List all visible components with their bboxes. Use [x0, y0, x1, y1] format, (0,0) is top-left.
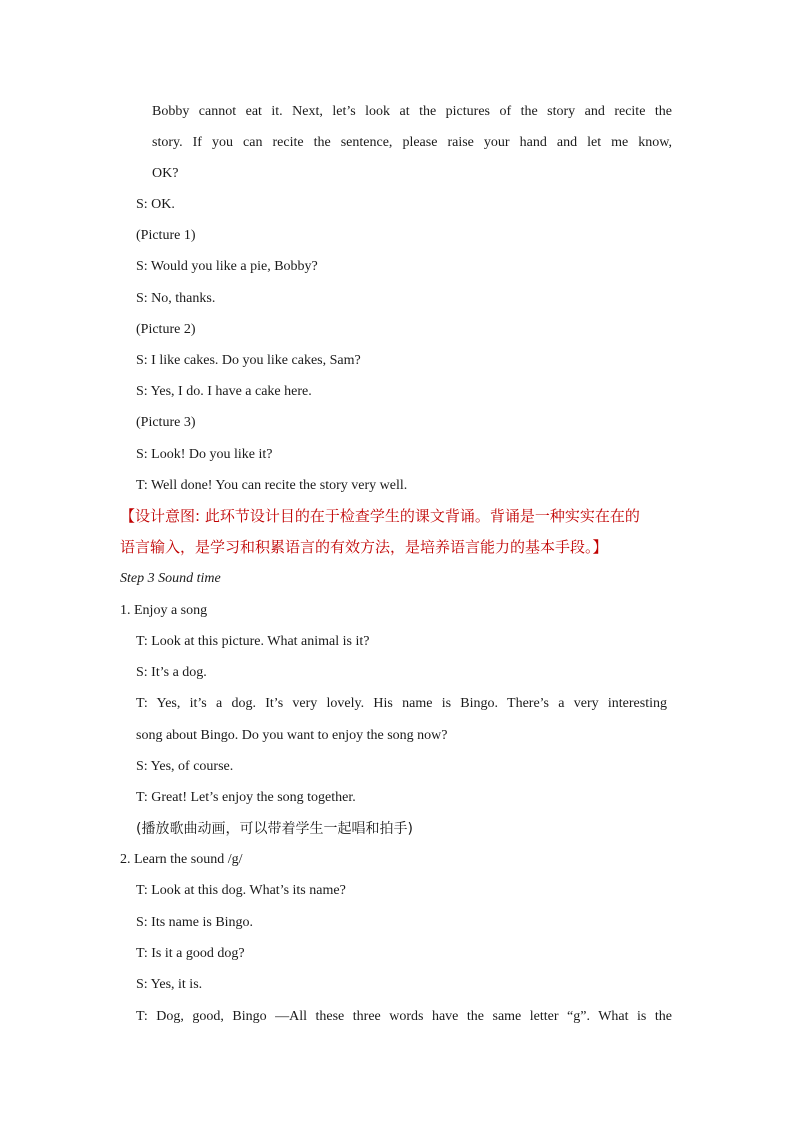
- dialogue-line: song about Bingo. Do you want to enjoy the song now?: [136, 728, 448, 743]
- section-heading: 1. Enjoy a song: [120, 603, 208, 618]
- paragraph-line: Bobby cannot eat it. Next, let’s look at the pictures of the story and recite the: [152, 104, 672, 119]
- dialogue-line: S: It’s a dog.: [136, 665, 207, 680]
- picture-label: (Picture 3): [136, 415, 196, 430]
- dialogue-line: T: Well done! You can recite the story very well.: [136, 478, 408, 493]
- dialogue-line: S: Look! Do you like it?: [136, 447, 273, 462]
- dialogue-line: S: Yes, it is.: [136, 977, 203, 992]
- section-heading: 2. Learn the sound /g/: [120, 852, 243, 867]
- dialogue-line: S: Its name is Bingo.: [136, 915, 254, 930]
- dialogue-line: T: Dog, good, Bingo —All these three words have the same letter “g”. What is the: [136, 1009, 672, 1024]
- dialogue-line: S: No, thanks.: [136, 291, 216, 306]
- dialogue-line: S: Yes, of course.: [136, 759, 234, 774]
- paragraph-line: OK?: [152, 166, 179, 181]
- design-intent-line: 语言输入，是学习和积累语言的有效方法，是培养语言能力的基本手段。】: [120, 538, 608, 556]
- dialogue-line: T: Yes, it’s a dog. It’s very lovely. His name is Bingo. There’s a very interesting: [136, 696, 667, 711]
- design-intent-line: 【设计意图: 此环节设计目的在于检查学生的课文背诵。背诵是一种实实在在的: [120, 507, 640, 525]
- paragraph-line: story. If you can recite the sentence, please raise your hand and let me know,: [152, 135, 672, 150]
- step-heading: Step 3 Sound time: [120, 571, 221, 586]
- dialogue-line: S: Would you like a pie, Bobby?: [136, 259, 318, 274]
- picture-label: (Picture 1): [136, 228, 196, 243]
- dialogue-line: S: I like cakes. Do you like cakes, Sam?: [136, 353, 361, 368]
- dialogue-line: S: OK.: [136, 197, 175, 212]
- picture-label: (Picture 2): [136, 322, 196, 337]
- chinese-note: (播放歌曲动画，可以带着学生一起唱和拍手): [136, 821, 413, 837]
- dialogue-line: T: Look at this dog. What’s its name?: [136, 883, 346, 898]
- dialogue-line: T: Great! Let’s enjoy the song together.: [136, 790, 356, 805]
- dialogue-line: T: Is it a good dog?: [136, 946, 245, 961]
- dialogue-line: S: Yes, I do. I have a cake here.: [136, 384, 312, 399]
- dialogue-line: T: Look at this picture. What animal is it?: [136, 634, 370, 649]
